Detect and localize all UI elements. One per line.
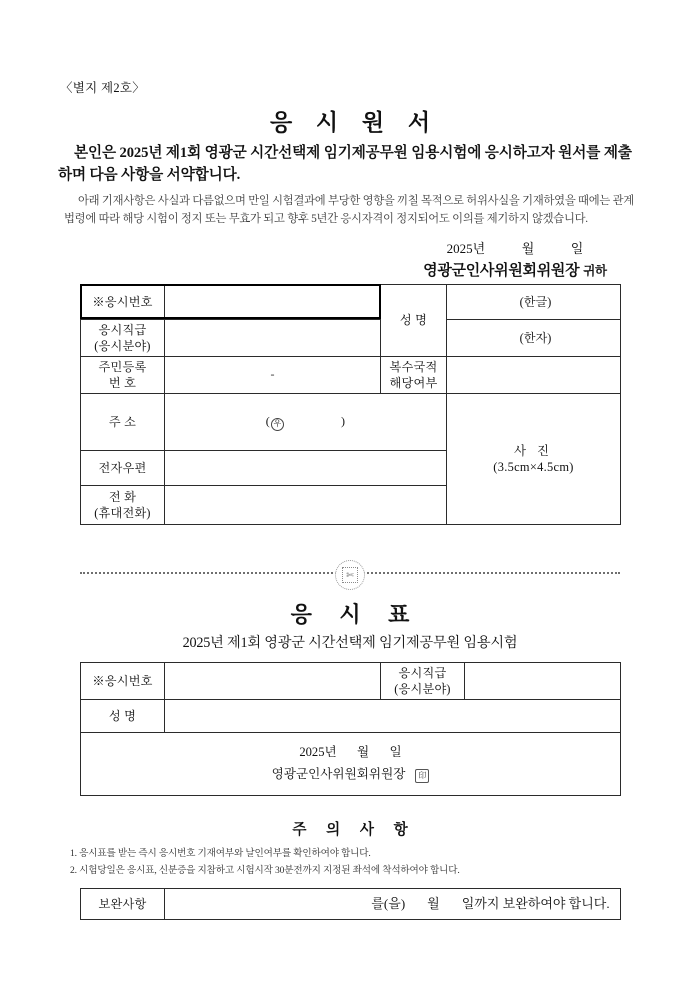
label-rrn-line1: 주민등록 [98, 359, 147, 374]
rrn-separator: - [270, 367, 275, 382]
photo-box-title: 사 진 [513, 443, 554, 458]
photo-box[interactable] [447, 394, 621, 525]
ticket-signature-block [81, 733, 620, 795]
input-name-korean[interactable] [447, 285, 621, 320]
date-month: 월 [521, 241, 535, 256]
notice-item: 2. 시험당일은 응시표, 신분증을 지참하고 시험시작 30분전까지 지정된 좌석에 착석하여야 합니다. [70, 864, 460, 876]
page-title: 응 시 원 서 [269, 110, 440, 135]
ticket-date-day: 일 [389, 745, 402, 759]
notice-item: 1. 응시표를 받는 즉시 응시번호 기재여부와 날인여부를 확인하여야 합니다. [70, 848, 371, 859]
name-korean-hint: (한글) [519, 294, 552, 309]
supplement-table [80, 888, 621, 920]
application-date-line [386, 238, 644, 257]
photo-box-size: (3.5cm×4.5cm) [493, 460, 574, 474]
notices-title: 주 의 사 항 [292, 822, 416, 838]
addressee-name: 영광군인사위원회위원장 [423, 263, 580, 279]
label-supplement: 보완사항 [81, 889, 165, 920]
input-exam-grade[interactable] [165, 320, 381, 357]
label-email: 전자우편 [81, 451, 165, 486]
supplement-text[interactable] [165, 889, 621, 920]
label-phone [81, 486, 165, 525]
ticket-date-month: 월 [357, 745, 370, 759]
ticket-row-signature [81, 733, 621, 796]
notices-list [70, 846, 634, 879]
supplement-month: 월 [427, 896, 440, 912]
label-exam-grade-line1: 응시직급 [98, 322, 147, 337]
ticket-label-exam-number: ※응시번호 [81, 663, 165, 700]
postal-code-mark: ( 우 ) [266, 414, 345, 431]
pledge-statement-main: 본인은 2025년 제1회 영광군 시간선택제 임기제공무원 임용시험에 응시하고자 원서를 제출하며 다음 사항을 서약합니다. [58, 145, 632, 184]
label-phone-line1: 전 화 [108, 489, 137, 504]
label-exam-number: ※응시번호 [81, 285, 165, 320]
name-hanja-hint: (한자) [519, 330, 552, 345]
ticket-subtitle: 2025년 제1회 영광군 시간선택제 임기제공무원 임용시험 [182, 635, 518, 651]
supplement-rest: 일까지 보완하여야 합니다. [461, 896, 610, 912]
input-address[interactable] [165, 394, 447, 451]
date-day: 일 [570, 241, 584, 256]
label-rrn-line2: 번 호 [108, 376, 137, 390]
input-dual-nationality[interactable] [447, 357, 621, 394]
table-row-rrn [81, 357, 621, 394]
date-year: 2025년 [446, 241, 486, 256]
postal-icon: 우 [271, 418, 284, 431]
input-email[interactable] [165, 451, 447, 486]
form-sheet [56, 0, 644, 990]
ticket-table [80, 662, 621, 796]
label-dual-nationality-line2: 해당여부 [389, 376, 438, 390]
ticket-input-exam-number[interactable] [165, 663, 381, 700]
scissors-glyph: ✄ [342, 567, 358, 583]
label-exam-grade-line2: (응시분야) [94, 339, 151, 353]
ticket-signature-cell [81, 733, 621, 796]
table-row-grade [81, 320, 621, 357]
ticket-date-year: 2025년 [299, 745, 337, 759]
label-name: 성 명 [381, 285, 447, 357]
addressee-honorific: 귀하 [583, 264, 607, 278]
ticket-title: 응 시 표 [290, 602, 421, 627]
table-row-address [81, 394, 621, 451]
label-exam-grade [81, 320, 165, 357]
ticket-label-grade-line2: (응시분야) [394, 682, 451, 696]
ticket-issuer: 영광군인사위원회위원장 [271, 767, 406, 782]
label-address: 주 소 [81, 394, 165, 451]
table-row-exam-number [81, 285, 621, 320]
label-dual-nationality-line1: 복수국적 [389, 359, 438, 374]
input-name-hanja[interactable] [447, 320, 621, 357]
ticket-label-grade-line1: 응시직급 [398, 665, 447, 680]
ticket-issuer-line [81, 763, 620, 785]
form-number: 〈별지 제2호〉 [60, 81, 146, 95]
ticket-row-exam-number [81, 663, 621, 700]
ticket-label-name: 성 명 [81, 700, 165, 733]
cut-line [80, 570, 620, 580]
seal-icon: 印 [415, 769, 429, 783]
scissors-icon [335, 560, 365, 590]
input-exam-number[interactable] [165, 285, 381, 320]
addressee-line [386, 259, 644, 280]
ticket-input-grade[interactable] [465, 663, 621, 700]
input-phone[interactable] [165, 486, 447, 525]
supplement-part1: 를(을) [371, 896, 406, 912]
ticket-date-line [81, 741, 620, 763]
input-rrn[interactable] [165, 357, 381, 394]
pledge-statement-sub: 아래 기재사항은 사실과 다름없으며 만일 시험결과에 부당한 영향을 끼칠 목적으로 허위사실을 기재하였을 때에는 관계법령에 따라 해당 시험이 정지 또는 무효가 되고 향후 5년간 응시자격이 정지되어도 이의를 제기하지 않겠습니다. [64, 195, 634, 226]
ticket-label-grade [381, 663, 465, 700]
label-dual-nationality [381, 357, 447, 394]
label-rrn [81, 357, 165, 394]
ticket-row-name [81, 700, 621, 733]
supplement-row [81, 889, 621, 920]
application-table [80, 284, 621, 525]
ticket-input-name[interactable] [165, 700, 621, 733]
label-phone-line2: (휴대전화) [94, 506, 151, 520]
